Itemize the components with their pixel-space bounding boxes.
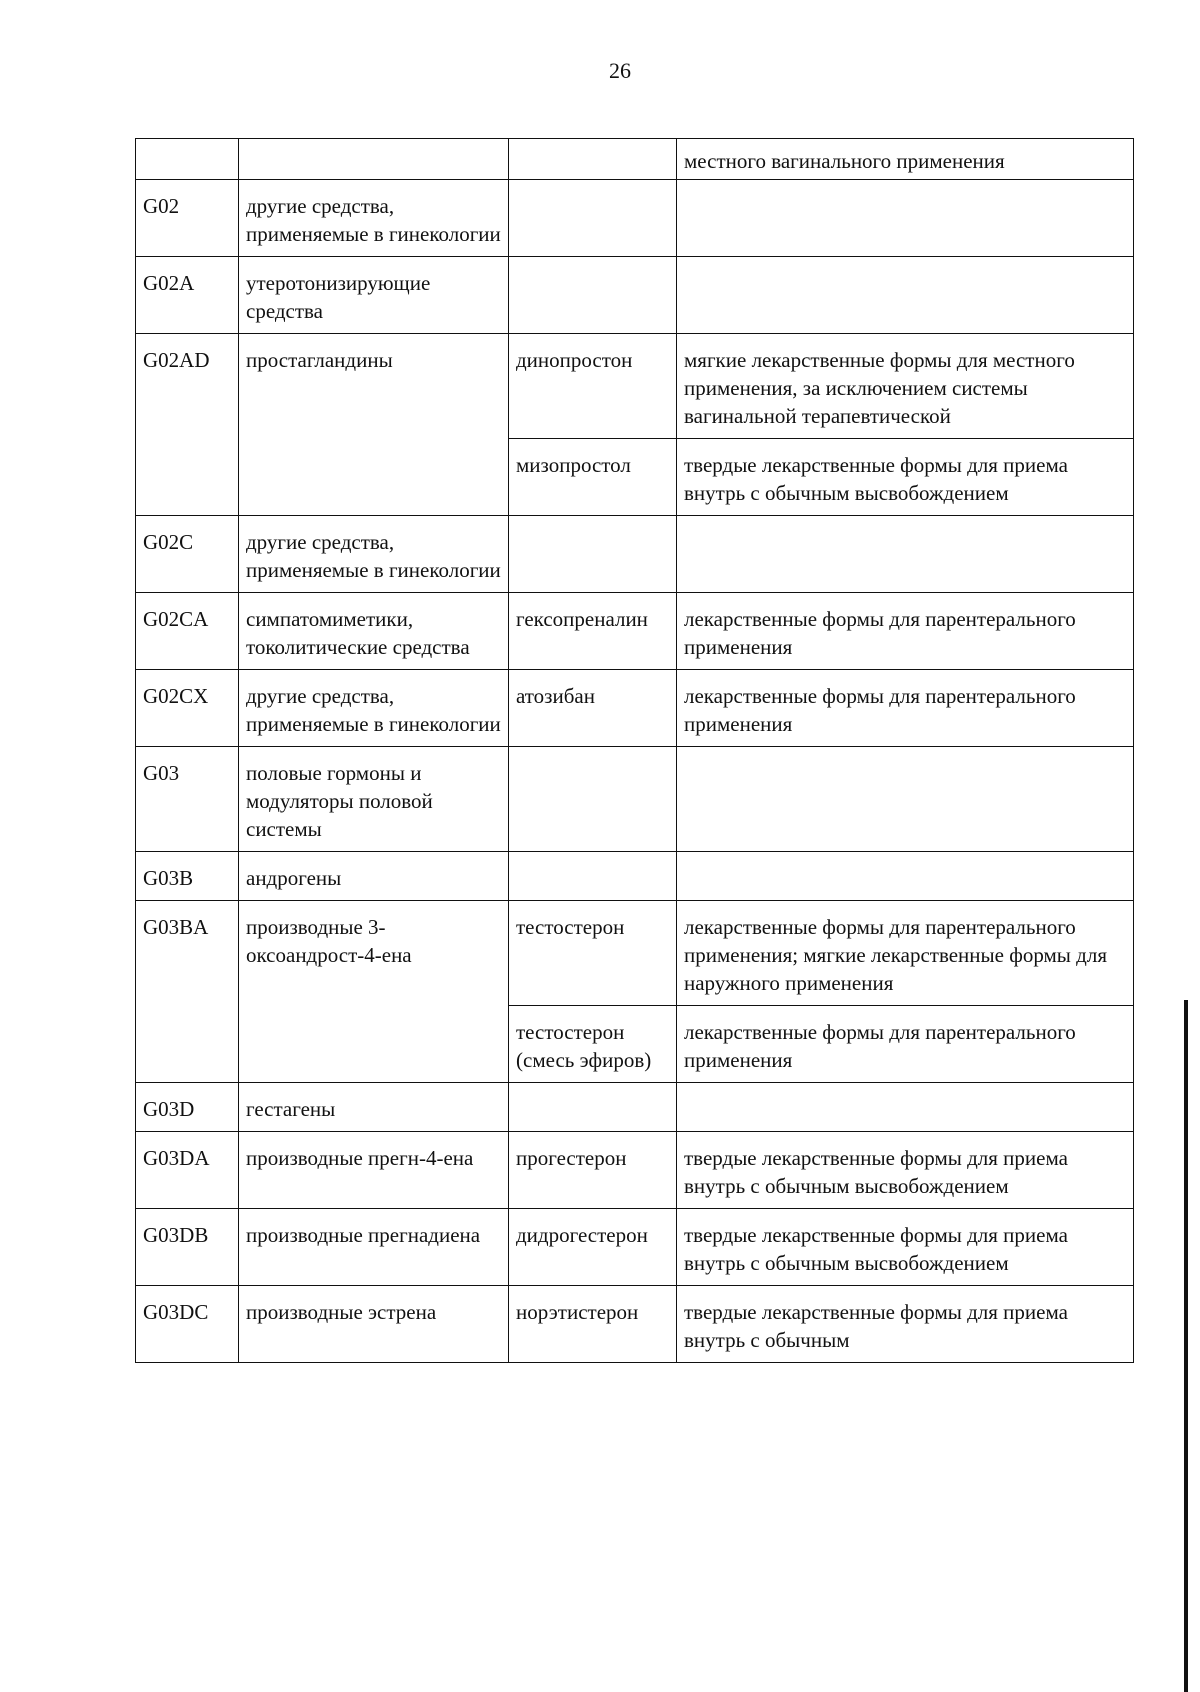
dosage-form-cell: твердые лекарственные формы для приема внутрь с обычным: [677, 1286, 1134, 1363]
dosage-form-cell: [677, 747, 1134, 852]
table-row: [136, 180, 1134, 257]
group-name-cell: гестагены: [239, 1083, 509, 1132]
atc-code-cell: G03DA: [136, 1132, 239, 1209]
table-row: [136, 852, 1134, 901]
drug-name-cell: [509, 180, 677, 257]
atc-code-cell: G02A: [136, 257, 239, 334]
dosage-form-cell: [677, 180, 1134, 257]
dosage-form-cell: [677, 257, 1134, 334]
dosage-form-cell: лекарственные формы для парентерального применения: [677, 1006, 1134, 1083]
group-name-cell: симпатомиметики, токолитические средства: [239, 593, 509, 670]
atc-code-cell: G03DC: [136, 1286, 239, 1363]
drug-name-cell: прогестерон: [509, 1132, 677, 1209]
drug-name-cell: мизопростол: [509, 439, 677, 516]
drug-name-cell: тестостерон: [509, 901, 677, 1006]
dosage-form-cell: лекарственные формы для парентерального применения; мягкие лекарственные формы для наружного применения: [677, 901, 1134, 1006]
atc-code-cell: G03: [136, 747, 239, 852]
scan-edge-line: [1184, 1000, 1188, 1692]
table-row: [136, 901, 1134, 1006]
drug-name-cell: гексопреналин: [509, 593, 677, 670]
table-row: [136, 593, 1134, 670]
drug-name-cell: [509, 139, 677, 180]
table-row: [136, 1083, 1134, 1132]
drug-name-cell: динопростон: [509, 334, 677, 439]
drug-name-cell: дидрогестерон: [509, 1209, 677, 1286]
dosage-form-cell: мягкие лекарственные формы для местного применения, за исключением системы вагинальной терапевтической: [677, 334, 1134, 439]
dosage-form-cell: местного вагинального применения: [677, 139, 1134, 180]
atc-code-cell: G02AD: [136, 334, 239, 516]
atc-code-cell: G03D: [136, 1083, 239, 1132]
drug-name-cell: [509, 1083, 677, 1132]
dosage-form-cell: лекарственные формы для парентерального применения: [677, 593, 1134, 670]
group-name-cell: другие средства, применяемые в гинекологии: [239, 180, 509, 257]
atc-code-cell: G02CA: [136, 593, 239, 670]
page-number: 26: [609, 58, 631, 83]
drug-name-cell: [509, 257, 677, 334]
table-row: [136, 1209, 1134, 1286]
atc-code-cell: G03B: [136, 852, 239, 901]
dosage-form-cell: твердые лекарственные формы для приема внутрь с обычным высвобождением: [677, 439, 1134, 516]
table-row: [136, 516, 1134, 593]
group-name-cell: производные прегн-4-ена: [239, 1132, 509, 1209]
dosage-form-cell: твердые лекарственные формы для приема внутрь с обычным высвобождением: [677, 1209, 1134, 1286]
drug-name-cell: [509, 516, 677, 593]
group-name-cell: утеротонизирующие средства: [239, 257, 509, 334]
group-name-cell: другие средства, применяемые в гинекологии: [239, 516, 509, 593]
atc-code-cell: G02C: [136, 516, 239, 593]
group-name-cell: производные прегнадиена: [239, 1209, 509, 1286]
atc-code-cell: G03DB: [136, 1209, 239, 1286]
drug-name-cell: [509, 747, 677, 852]
drug-name-cell: тестостерон (смесь эфиров): [509, 1006, 677, 1083]
table-row: [136, 670, 1134, 747]
table-row: [136, 1132, 1134, 1209]
dosage-form-cell: [677, 852, 1134, 901]
table-row: [136, 1286, 1134, 1363]
atc-code-cell: G02: [136, 180, 239, 257]
group-name-cell: андрогены: [239, 852, 509, 901]
table-row: [136, 257, 1134, 334]
table-row: [136, 139, 1134, 180]
group-name-cell: производные эстрена: [239, 1286, 509, 1363]
atc-code-cell: G02CX: [136, 670, 239, 747]
group-name-cell: простагландины: [239, 334, 509, 516]
table-row: [136, 747, 1134, 852]
group-name-cell: другие средства, применяемые в гинекологии: [239, 670, 509, 747]
group-name-cell: производные 3-оксоандрост-4-ена: [239, 901, 509, 1083]
table-row: [136, 334, 1134, 439]
dosage-form-cell: твердые лекарственные формы для приема внутрь с обычным высвобождением: [677, 1132, 1134, 1209]
drug-name-cell: норэтистерон: [509, 1286, 677, 1363]
drug-name-cell: атозибан: [509, 670, 677, 747]
dosage-form-cell: [677, 1083, 1134, 1132]
drug-classification-table: [135, 138, 1134, 1363]
group-name-cell: [239, 139, 509, 180]
atc-code-cell: G03BA: [136, 901, 239, 1083]
dosage-form-cell: [677, 516, 1134, 593]
dosage-form-cell: лекарственные формы для парентерального применения: [677, 670, 1134, 747]
drug-name-cell: [509, 852, 677, 901]
group-name-cell: половые гормоны и модуляторы половой системы: [239, 747, 509, 852]
atc-code-cell: [136, 139, 239, 180]
